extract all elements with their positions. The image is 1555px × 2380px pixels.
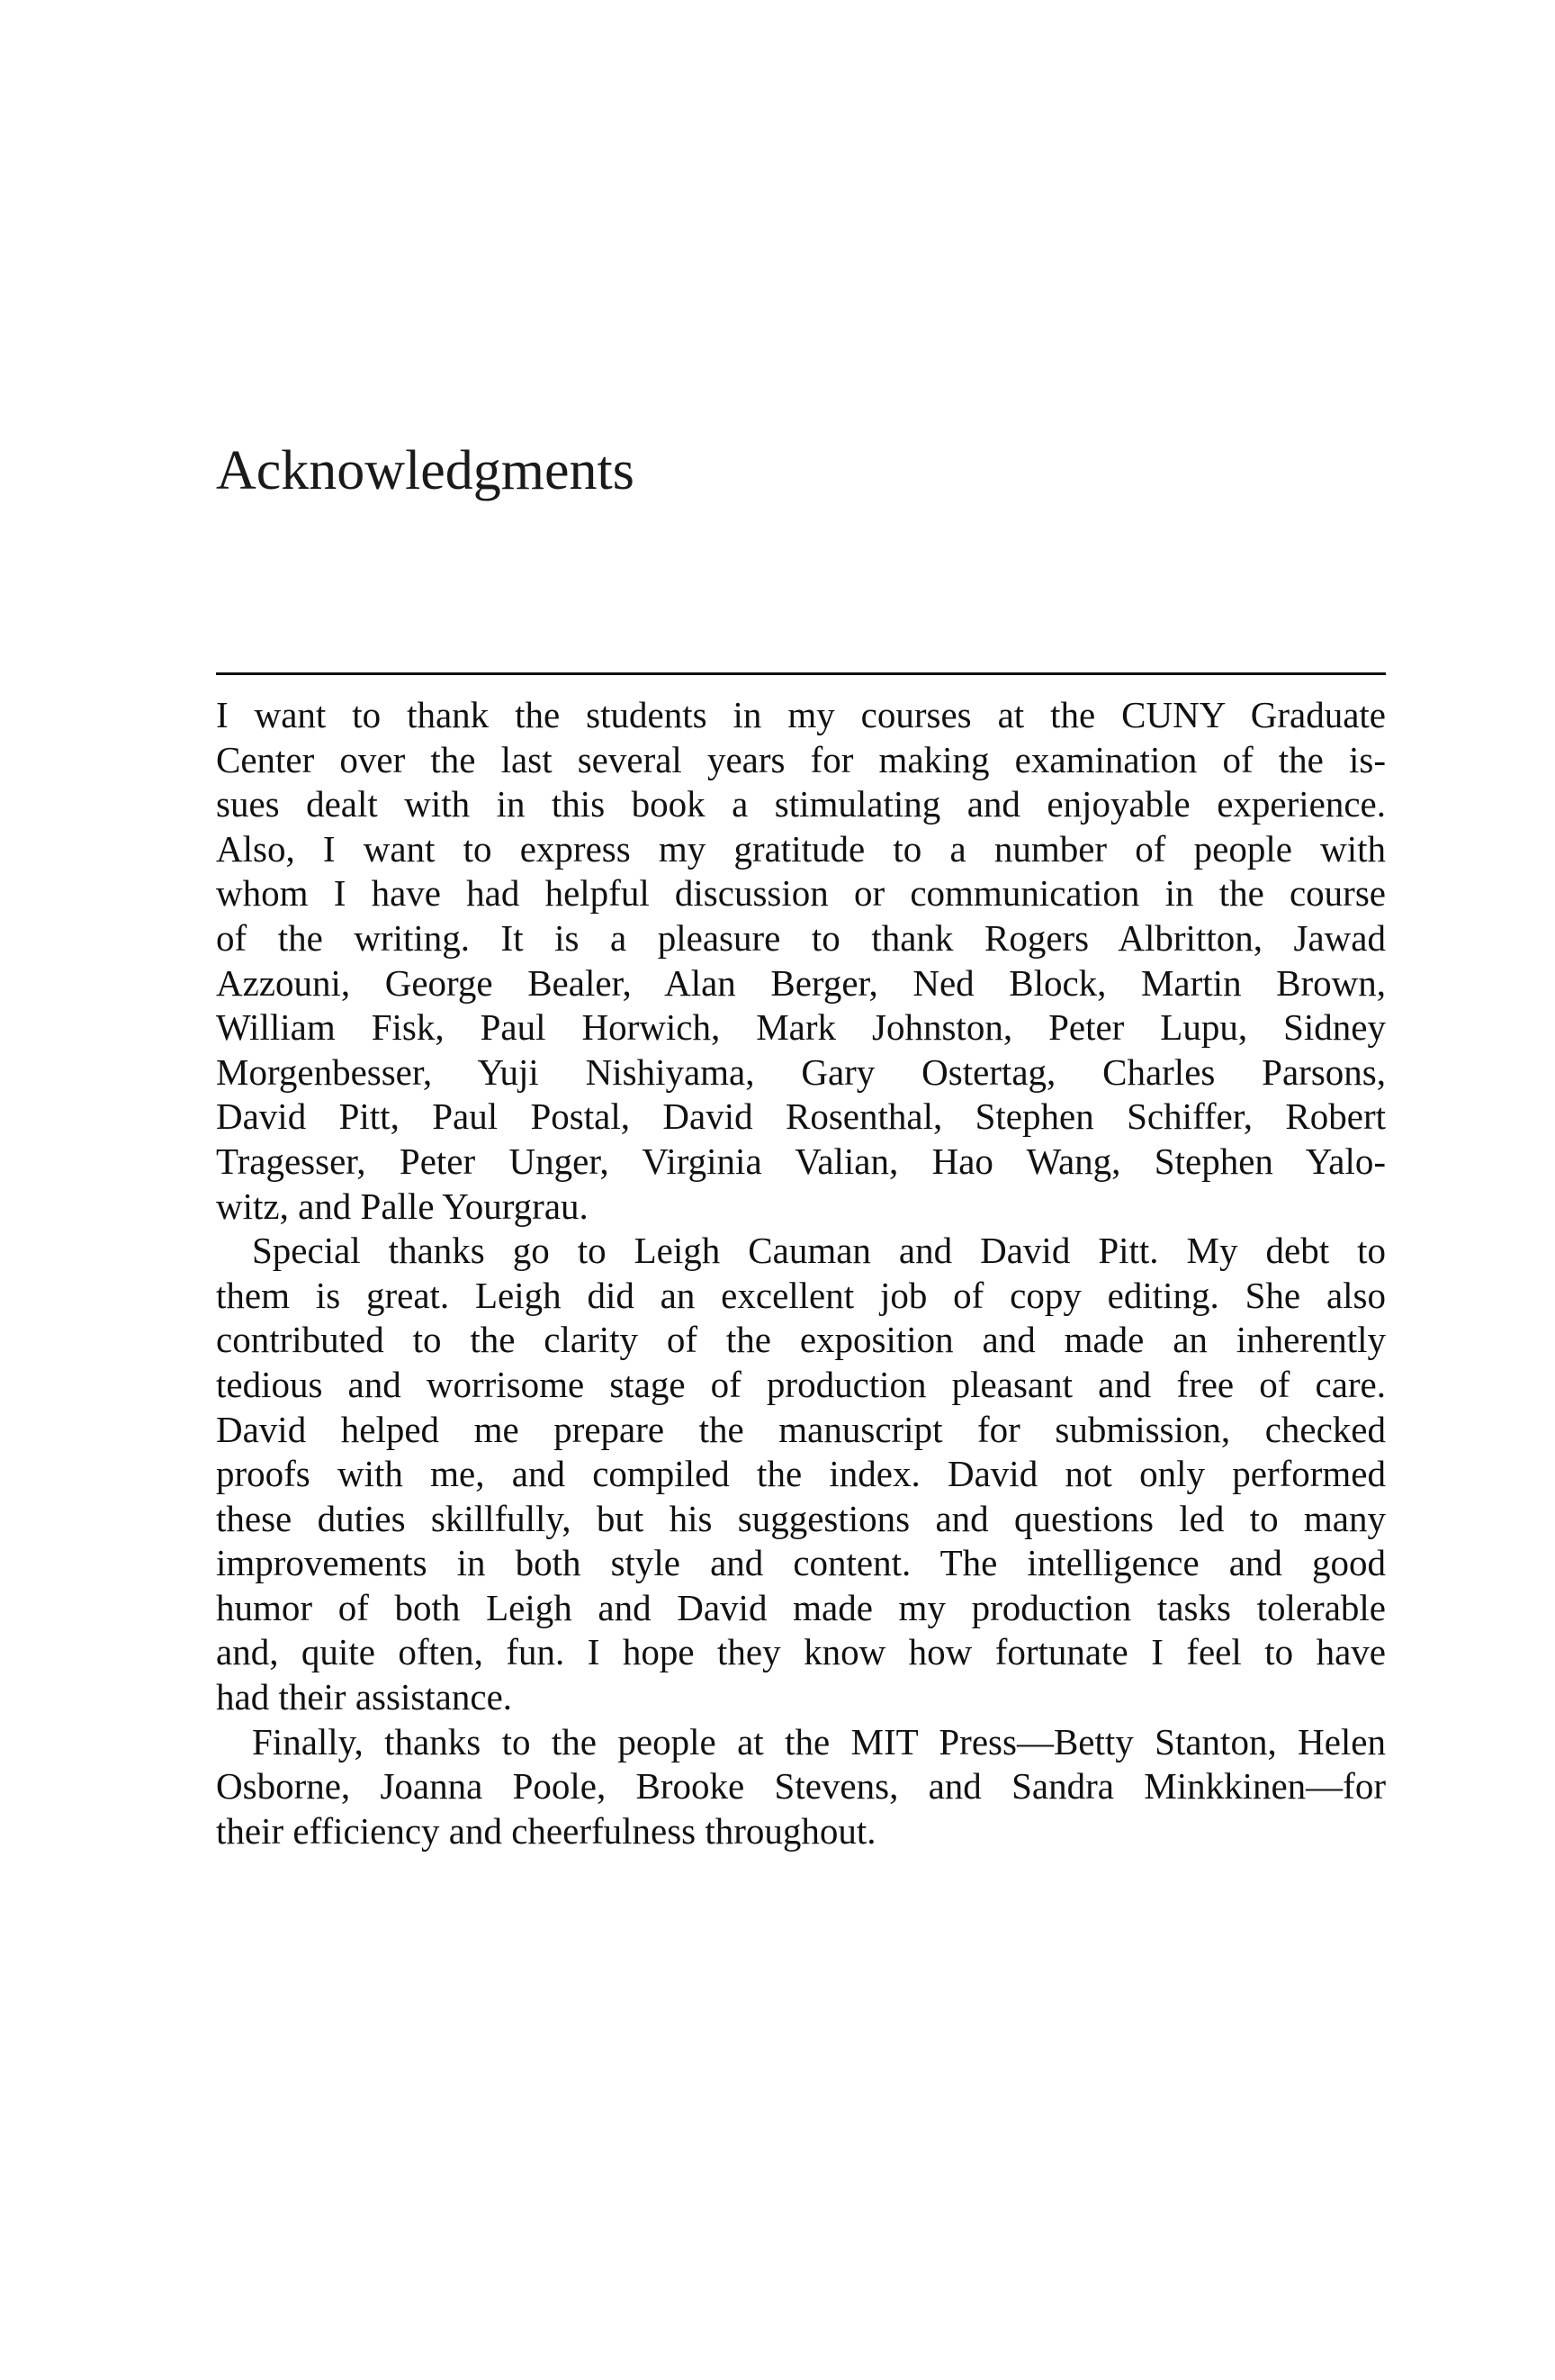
text-line: improvements in both style and content. The intelligence and good — [216, 1542, 1386, 1584]
text-line: Azzouni, George Bealer, Alan Berger, Ned Block, Martin Brown, — [216, 961, 1386, 1004]
text-line: Osborne, Joanna Poole, Brooke Stevens, and Sandra Minkkinen—for — [216, 1765, 1386, 1808]
text-line: David Pitt, Paul Postal, David Rosenthal, Stephen Schiffer, Robert — [216, 1095, 1386, 1138]
text-line: Tragesser, Peter Unger, Virginia Valian, Hao Wang, Stephen Yalo- — [216, 1140, 1386, 1182]
text-line: witz, and Palle Yourgrau. — [216, 1185, 589, 1227]
text-line: whom I have had helpful discussion or communication in the course — [216, 872, 1386, 915]
text-line: their efficiency and cheerfulness throughout. — [216, 1809, 876, 1852]
text-line: William Fisk, Paul Horwich, Mark Johnston, Peter Lupu, Sidney — [216, 1006, 1386, 1049]
text-line: Center over the last several years for making examination of the is- — [216, 738, 1386, 780]
text-line: them is great. Leigh did an excellent job of copy editing. She also — [216, 1274, 1386, 1316]
text-line: David helped me prepare the manuscript for submission, checked — [216, 1408, 1386, 1450]
text-line: contributed to the clarity of the exposition and made an inherently — [216, 1319, 1386, 1361]
acknowledgments-text — [216, 693, 1386, 1853]
text-line: Finally, thanks to the people at the MIT Press—Betty Stanton, Helen — [252, 1720, 1386, 1762]
text-line: these duties skillfully, but his suggestions and questions led to many — [216, 1497, 1386, 1539]
text-line: tedious and worrisome stage of production pleasant and free of care. — [216, 1363, 1386, 1405]
text-line: proofs with me, and compiled the index. David not only performed — [216, 1453, 1386, 1495]
text-line: I want to thank the students in my courses at the CUNY Graduate — [216, 694, 1386, 735]
text-line: of the writing. It is a pleasure to thank Rogers Albritton, Jawad — [216, 916, 1386, 959]
title-rule — [216, 672, 1386, 675]
text-line: Special thanks go to Leigh Cauman and David Pitt. My debt to — [252, 1230, 1386, 1272]
text-line: humor of both Leigh and David made my production tasks tolerable — [216, 1586, 1386, 1628]
chapter-title: Acknowledgments — [216, 440, 634, 501]
text-line: Morgenbesser, Yuji Nishiyama, Gary Ostertag, Charles Parsons, — [216, 1050, 1386, 1093]
text-line: Also, I want to express my gratitude to a number of people with — [216, 827, 1386, 870]
text-line: sues dealt with in this book a stimulating and enjoyable experience. — [216, 783, 1386, 825]
text-line: and, quite often, fun. I hope they know how fortunate I feel to have — [216, 1631, 1386, 1673]
text-line: had their assistance. — [216, 1676, 513, 1718]
